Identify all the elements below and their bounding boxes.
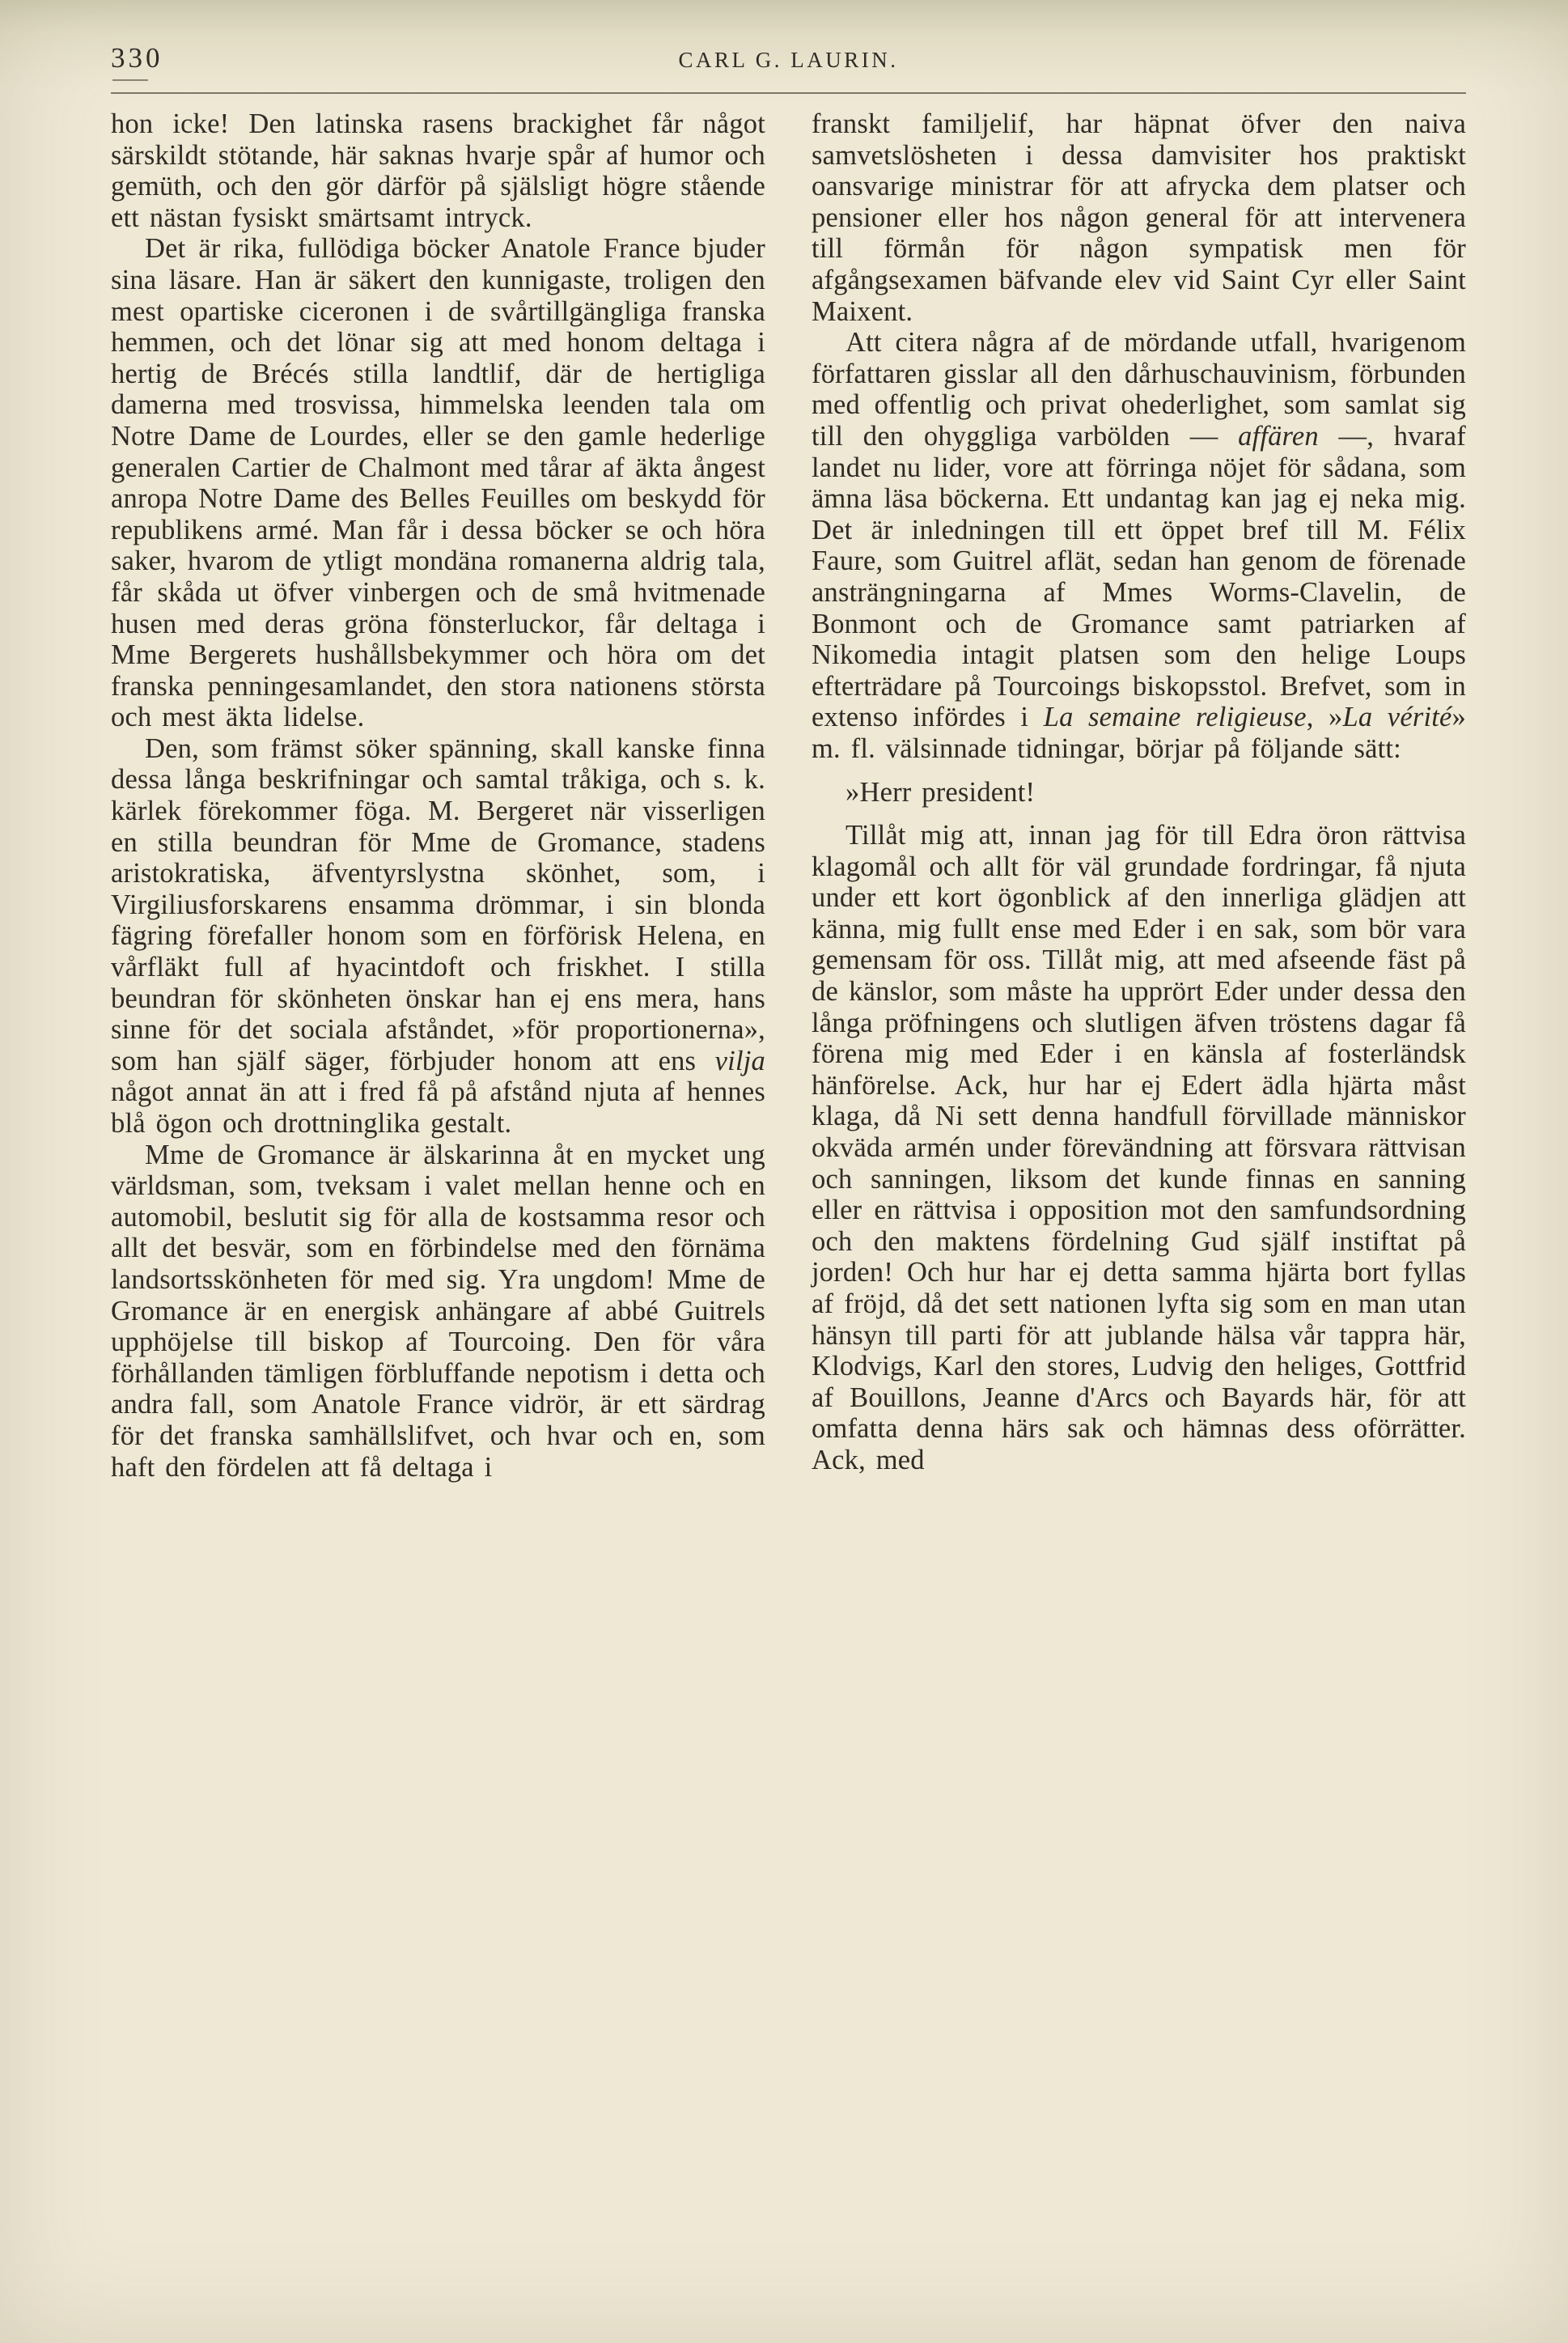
paragraph [812,327,1466,764]
paragraph [812,108,1466,327]
left-column [111,108,765,1483]
page-body [111,108,1466,1483]
italic-run: La semaine religieuse [1043,702,1307,733]
text-run: , » [1306,702,1343,733]
text-run: Den, som främst söker spänning, skall kanske finna dessa långa beskrifningar och samtal tråkiga, och s. k. kärlek förekommer föga. M. Bergeret när visserligen en stilla beundran för Mme de Gromance, stadens aristokratiska, äfventyrslystna skönhet, som, i Virgiliusforskarens ensamma drömmar, i sin blonda fägring förefaller honom som en förförisk Helena, en vårfläkt full af hyacintdoft och friskhet. I stilla beundran för skönheten önskar han ej ens mera, hans sinne för det sociala afståndet, »för proportionerna», som han själf säger, förbjuder honom att ens [111,732,765,1076]
paragraph [111,233,765,733]
page-number: 330 [111,42,163,74]
paragraph [812,777,1466,809]
text-run: —, hvaraf landet nu lider, vore att förringa nöjet för sådana, som ämna läsa böckerna. Ett undantag kan jag ej neka mig. Det är inledningen till ett öppet bref till M. Félix Faure, som Guitrel aflät, sedan han genom de förenade ansträngningarna af Mmes Worms-Clavelin, de Bonmont och de Gromance samt patriarken af Nikomedia intagit platsen som den helige Loups efterträdare på Tourcoings biskopsstol. Brefvet, som in extenso infördes i [812,420,1466,733]
paragraph [812,820,1466,1475]
paragraph [111,108,765,233]
text-run: Mme de Gromance är älskarinna åt en mycket ung världsman, som, tveksam i valet mellan henne och en automobil, beslutit sig för alla de kostsamma resor och allt det besvär, som en förbindelse med den förnäma landsortsskönheten för med sig. Yra ungdom! Mme de Gromance är en energisk anhängare af abbé Guitrels upphöjelse till biskop af Tourcoing. Den för våra förhållanden tämligen förbluffande nepotism i detta och andra fall, som Anatole France vidrör, är ett särdrag för det franska samhällslifvet, och hvar och en, som haft den fördelen att få deltaga i [111,1139,765,1483]
text-run: något annat än att i fred få på afstånd njuta af hennes blå ögon och drottninglika gestalt. [111,1076,765,1139]
italic-run: La vérité [1342,702,1452,733]
text-run: Tillåt mig att, innan jag för till Edra öron rättvisa klagomål och allt för väl grundade fordringar, få njuta under ett kort ögonblick af den innerliga glädjen att känna, mig fullt ense med Eder i en sak, som bör vara gemensam för oss. Tillåt mig, att med afseende fäst på de känslor, som måste ha upprört Eder under dessa den långa pröfningens och slutligen äfven tröstens dagar få förena mig med Eder i en känsla af fosterländsk hänförelse. Ack, hur har ej Edert ädla hjärta måst klaga, då Ni sett denna handfull förvillade människor okväda armén under förevändning att försvara rättvisan och sanningen, liksom det kunde finnas en sanning eller en rättvisa i opposition mot den samfundsordning och den maktens fördelning Gud själf instiftat på jorden! Och hur har ej detta samma hjärta bort fyllas af fröjd, då det sett nationen lyfta sig som en man utan hänsyn till parti för att jublande hälsa vår tappra här, Klodvigs, Karl den stores, Ludvig den heliges, Gottfrid af Bouillons, Jeanne d'Arcs och Bayards här, för att omfatta denna härs sak och hämnas dess oförrätter. Ack, med [812,820,1466,1475]
page-header [111,42,1466,81]
text-run: Att citera några af de mördande utfall, hvarigenom författaren gisslar all den dårhuschauvinism, förbunden med offentlig och privat ohederlighet, som samlat sig till den ohyggliga varbölden — [812,327,1466,452]
italic-run: affären [1238,420,1319,452]
paragraph [111,733,765,1140]
text-run: » m. fl. välsinnade tidningar, börjar på följande sätt: [812,702,1466,764]
italic-run: vilja [714,1045,765,1076]
header-rule [111,92,1466,94]
text-run: »Herr president! [845,777,1036,809]
text-run: Det är rika, fullödiga böcker Anatole France bjuder sina läsare. Han är säkert den kunnigaste, troligen den mest opartiske ciceronen i de svårtillgängliga franska hemmen, och det lönar sig att med honom deltaga i hertig de Brécés stilla landtlif, där de hertigliga damerna med trosvissa, himmelska leenden tala om Notre Dame de Lourdes, eller se den gamle hederlige generalen Cartier de Chalmont med tårar af äkta ångest anropa Notre Dame des Belles Feuilles om beskydd för republikens armé. Man får i dessa böcker se och höra saker, hvarom de ytligt mondäna romanerna aldrig tala, får skåda ut öfver vinbergen och de små hvitmenade husen med deras gröna fönsterluckor, får deltaga i Mme Bergerets hushållsbekymmer och höra om det franska penningesamlandet, den stora nationens största och mest äkta lidelse. [111,233,765,733]
page-number-underline [112,79,148,81]
text-run: franskt familjelif, har häpnat öfver den naiva samvetslösheten i dessa damvisiter hos praktiskt oansvarige ministrar för att afrycka dem platser och pensioner eller hos någon general för att intervenera till förmån för någon sympatisk men för afgångsexamen bäfvande elev vid Saint Cyr eller Saint Maixent. [812,108,1466,327]
running-title: CARL G. LAURIN. [678,48,899,72]
right-column [812,108,1466,1483]
paragraph [111,1140,765,1483]
text-run: hon icke! Den latinska rasens brackighet får något särskildt stötande, här saknas hvarje spår af humor och gemüth, och den gör därför på själsligt högre stående ett nästan fysiskt smärtsamt intryck. [111,108,765,233]
